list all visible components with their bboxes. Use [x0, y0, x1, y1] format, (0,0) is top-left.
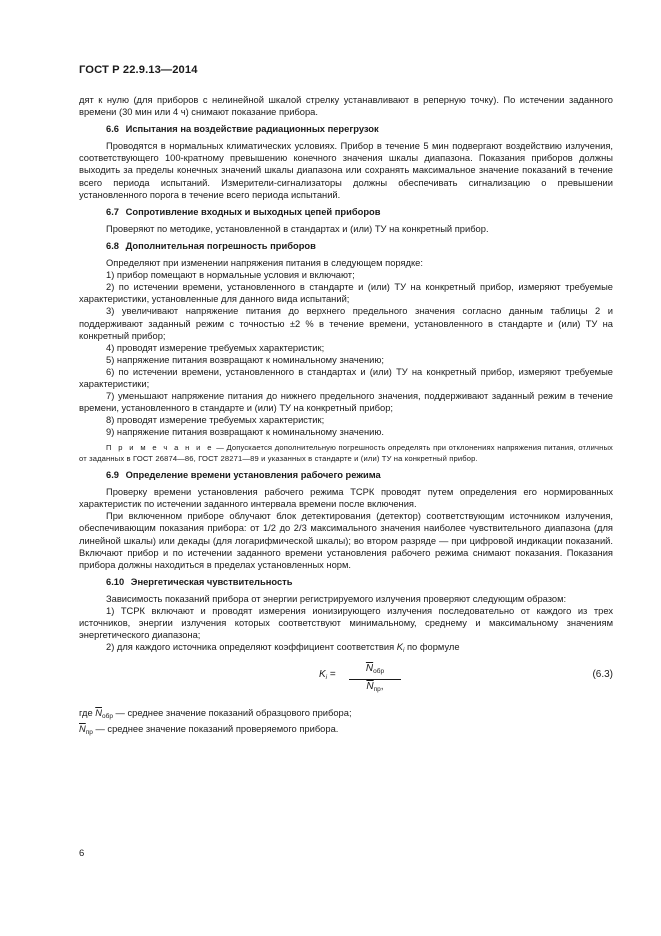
text-fragment: где: [79, 708, 96, 719]
variable: K: [319, 669, 326, 681]
list-item: 5) напряжение питания возвращают к номинальному значению;: [106, 354, 384, 365]
variable-subscript: пр: [373, 686, 381, 694]
paragraph: дят к нулю (для приборов с нелинейной шкалой стрелку устанавливают в реперную точку). По истечении заданного времени (30 мин или 4 ч) снимают показание прибора.: [79, 95, 613, 118]
formula-number: (6.3): [592, 669, 613, 681]
fraction-denominator: [349, 680, 401, 696]
variable: $\overline{N}$: [366, 681, 374, 693]
formula-6-3: [79, 663, 613, 703]
section-title: Испытания на воздействие радиационных перегрузок: [125, 124, 379, 135]
list-item: [79, 641, 613, 657]
variable: K: [396, 642, 403, 653]
section-heading-6-10: [79, 576, 613, 588]
text-fragment: 2) для каждого источника определяют коэффициент соответствия: [106, 642, 397, 653]
variable-subscript: пр: [85, 729, 93, 737]
section-title: Энергетическая чувствительность: [130, 576, 293, 587]
variable-subscript: i: [402, 647, 405, 655]
variable: $\overline{N}$: [79, 724, 86, 735]
page-number: 6: [79, 848, 85, 859]
list-item: 7) уменьшают напряжение питания до нижнего предельного значения, поддерживают заданный режим в течение времени, установленного в стандарте и (или) ТУ на конкретный прибор;: [79, 391, 613, 414]
section-title: Определение времени установления рабочего режима: [125, 470, 381, 481]
section-heading-6-9: [79, 469, 613, 481]
list-item: 9) напряжение питания возвращают к номинальному значению.: [106, 427, 384, 438]
paragraph: Проверку времени установления рабочего режима ТСРК проводят путем определения его нормированных характеристик по истечении заданного интервала времени после включения.: [79, 487, 613, 510]
list-item: 4) проводят измерение требуемых характеристик;: [106, 342, 325, 353]
text-fragment: — среднее значение показаний проверяемого прибора.: [92, 724, 339, 735]
fraction-numerator: [349, 663, 401, 680]
section-title: Сопротивление входных и выходных цепей приборов: [125, 206, 381, 217]
section-heading-6-7: [79, 206, 613, 218]
note-text: — Допускается дополнительную погрешность определять при отклонениях напряжения питания, отличных от заданных в ГОСТ 26874—86, ГОСТ 28271—89 и указанных в стандарте и (или) ТУ на конкретный прибор.: [79, 443, 613, 463]
section-heading-6-8: [79, 240, 613, 252]
list-item: 1) ТСРК включают и проводят измерения ионизирующего излучения последовательно от каждого из трех источников, энергии излучения которых соответствуют минимальному, среднему и максимальному значениям энергетического диапазона;: [79, 605, 613, 641]
definition: [79, 723, 613, 739]
list-item: 8) проводят измерение требуемых характеристик;: [106, 415, 325, 426]
list-item: 6) по истечении времени, установленного в стандартах и (или) ТУ на конкретный прибор, измеряют требуемые характеристики;: [79, 366, 613, 389]
list-item: 3) увеличивают напряжение питания до верхнего предельного значения согласно данным таблицы 2 и поддерживают заданный режим с точностью ±2 % в течение времени, установленного в стандарте и (или) ТУ на конкретный прибор;: [79, 306, 613, 341]
section-number: 6.9: [106, 470, 119, 481]
section-heading-6-6: [79, 123, 613, 135]
formula-lhs: [319, 669, 336, 684]
list-item: 2) по истечении времени, установленного в стандарте и (или) ТУ на конкретный прибор, измеряют требуемые характеристики, установленные для данного вида испытаний;: [79, 282, 613, 305]
definition: [79, 707, 613, 723]
section-number: 6.6: [106, 124, 119, 135]
text-fragment: по формуле: [404, 642, 460, 653]
variable: $\overline{N}$: [95, 708, 102, 719]
paragraph: Проверяют по методике, установленной в стандартах и (или) ТУ на конкретный прибор.: [106, 223, 489, 234]
paragraph: Определяют при изменении напряжения питания в следующем порядке:: [106, 258, 423, 269]
section-number: 6.8: [106, 240, 119, 251]
note: [79, 443, 613, 464]
text-fragment: — среднее значение показаний образцового прибора;: [112, 708, 352, 719]
variable: $\overline{N}$: [365, 663, 374, 675]
variable-subscript: обр: [373, 668, 385, 676]
variable-subscript: обр: [101, 713, 113, 721]
document-header: ГОСТ Р 22.9.13—2014: [79, 64, 198, 76]
formula-fraction: [349, 663, 401, 696]
note-label: П р и м е ч а н и е: [106, 443, 214, 453]
paragraph: Проводятся в нормальных климатических условиях. Прибор в течение 5 мин подвергают воздействию излучения, соответствующего 100-кратному превышению конечного значения шкалы диапазона. Показания приборов должны выходить за пределы конечных значений шкалы диапазона или сохранять максимальное значение показаний в течение всего периода испытаний. Измерители-сигнализаторы должны обеспечивать сигнализацию о превышении установленного порога в течение всего периода испытаний.: [79, 141, 613, 200]
paragraph: Зависимость показаний прибора от энергии регистрируемого излучения проверяют следующим образом:: [106, 593, 567, 604]
section-number: 6.7: [106, 206, 119, 217]
list-item: 1) прибор помещают в нормальные условия и включают;: [106, 270, 355, 281]
variable-subscript: i: [325, 674, 328, 682]
document-body: [79, 94, 613, 740]
paragraph: При включенном приборе облучают блок детектирования (детектор) соответствующим источником излучения, обеспечивающим показания прибора: от 1/2 до 2/3 максимального значения наиболее чувствительного диапазона (для линейной шкалы) или декады (для логарифмической шкалы); во втором разряде — при цифровой индикации показаний. Включают прибор и по истечении заданного времени установления рабочего режима снимают показания. Показания прибора должны находиться в пределах установленных норм.: [79, 511, 613, 570]
section-title: Дополнительная погрешность приборов: [125, 240, 316, 251]
section-number: 6.10: [106, 576, 125, 587]
punctuation: ,: [380, 681, 384, 693]
equals-sign: =: [327, 669, 336, 681]
